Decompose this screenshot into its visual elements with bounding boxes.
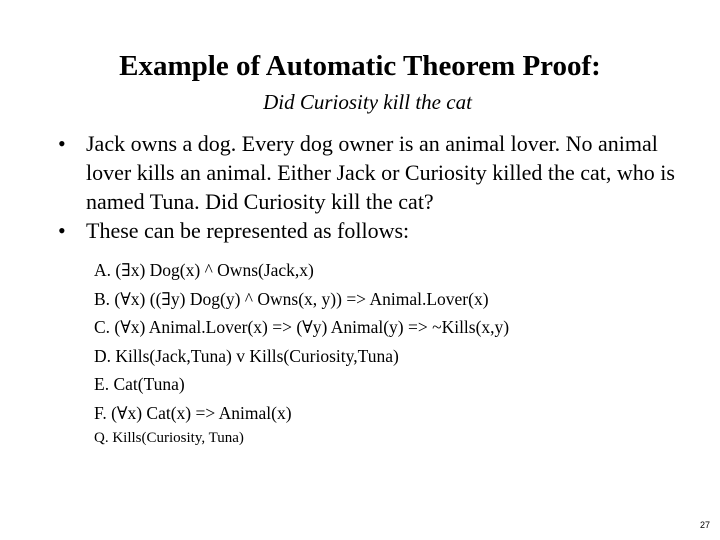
formula-e: E. Cat(Tuna) <box>94 374 185 395</box>
formula-c: C. (∀x) Animal.Lover(x) => (∀y) Animal(y) => ~Kills(x,y) <box>94 317 510 338</box>
bullet-list <box>58 129 698 245</box>
query-formula: Q. Kills(Curiosity, Tuna) <box>94 430 244 446</box>
formula-list <box>94 256 509 428</box>
bullet-item <box>58 129 698 216</box>
slide-title: Example of Automatic Theorem Proof: <box>119 50 601 82</box>
formula-d: D. Kills(Jack,Tuna) v Kills(Curiosity,Tuna) <box>94 345 399 366</box>
formula-a: A. (∃x) Dog(x) ^ Owns(Jack,x) <box>94 260 314 280</box>
bullet-item <box>58 216 698 245</box>
bullet-marker: • <box>58 131 66 156</box>
bullet-marker: • <box>58 218 66 243</box>
bullet-text: These can be represented as follows: <box>86 218 410 243</box>
formula-b: B. (∀x) ((∃y) Dog(y) ^ Owns(x, y)) => Animal.Lover(x) <box>94 288 489 309</box>
formula-f: F. (∀x) Cat(x) => Animal(x) <box>94 402 292 423</box>
page-number: 27 <box>699 520 710 530</box>
bullet-text: Jack owns a dog. Every dog owner is an animal lover. No animal lover kills an animal. Either Jack or Curiosity killed the cat, who is named Tuna. Did Curiosity kill the cat? <box>86 131 675 214</box>
slide-subtitle: Did Curiosity kill the cat <box>263 90 472 114</box>
